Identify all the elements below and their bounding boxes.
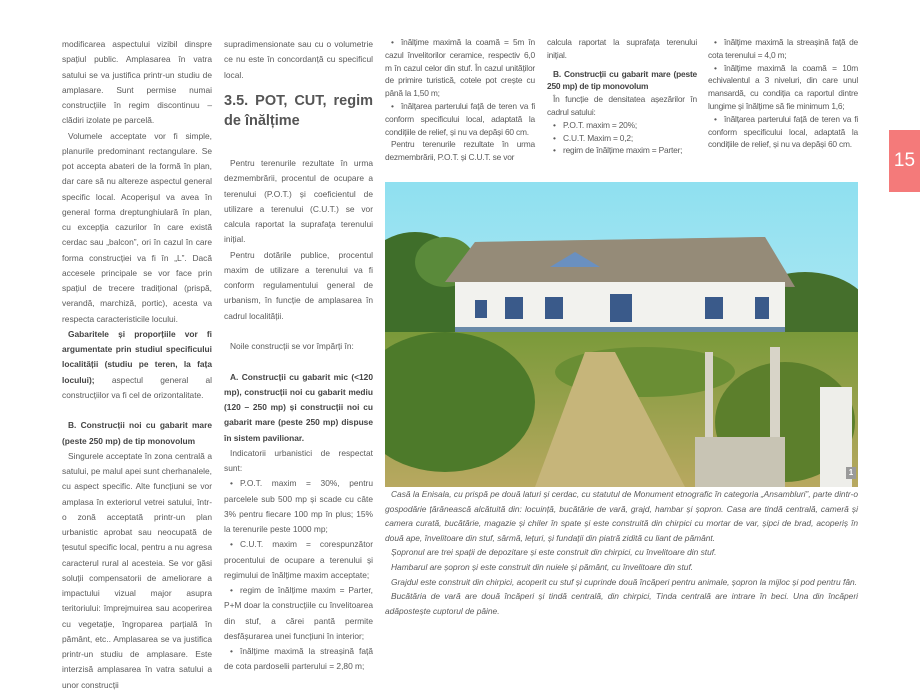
section-title xyxy=(224,91,373,131)
caption-paragraph: Hambarul are șopron și este construit din nuiele și pământ, cu învelitoare din stuf. xyxy=(391,561,694,572)
bullet-item: • înălțime maximă la streașină față de cota terenului = 4,0 m; xyxy=(708,37,858,60)
bullet-item: • C.U.T. maxim = corespunzător procentului de ocupare a terenului și regimului de înălțime maxim acceptate; xyxy=(224,539,373,580)
bold-text: Gabaritele și proporțiile vor fi argumentate prin studiul specificului localității (studiu pe teren, la fața locului); xyxy=(62,328,212,385)
subheading: B. Construcții cu gabarit mare (peste 250 mp) de tip monovolum xyxy=(547,68,697,92)
bullet-text: C.U.T. Maxim = 0,2; xyxy=(563,132,633,143)
caption-paragraph: Grajdul este construit din chirpici, acoperit cu stuf și cuprinde două încăperi pentru animale, șopron la mijloc și pod pentru fân. xyxy=(391,576,857,587)
bullet-text: regim de înălțime maxim = Parter; xyxy=(563,145,683,156)
bullet-item: • C.U.T. Maxim = 0,2; xyxy=(553,132,633,143)
bullet-item: • înălțime maximă la coamă = 5m în cazul învelitorilor ceramice, respectiv 6,0 m în cazul celor din stuf. În cazul unităților de primire turistică, cotele pot crește cu până la 1,50 m; xyxy=(385,37,535,99)
paragraph: Noile construcții se vor împărți în: xyxy=(230,341,354,351)
subheading: A. Construcții cu gabarit mic (<120 mp), construcții noi cu gabarit mediu (120 – 250 mp) și construcții noi cu gabarit mare (peste 250 mp) dispuse în sistem pavilionar. xyxy=(224,371,373,443)
paragraph: supradimensionate sau cu o volumetrie ce nu este în concordanță cu specificul local. xyxy=(224,39,373,80)
bullet-item: • P.O.T. maxim = 20%; xyxy=(553,119,638,130)
house-photo-illustration xyxy=(385,182,858,487)
section-title-line: 3.5. POT, CUT, regim xyxy=(224,92,373,109)
text-column-5 xyxy=(708,36,858,179)
bullet-text: înălțarea parterului față de teren va fi conform specificului local, adaptată la condițiile de relief, și nu va depăși 60 cm. xyxy=(385,100,535,137)
paragraph xyxy=(62,327,212,403)
bullet-text: regim de înălțime maxim = Parter, P+M doar la construcțiile cu învelitoarea din stuf, a cărei pantă permite desfășurarea unei funcțiuni în interior; xyxy=(224,585,373,641)
bullet-item: • înălțarea parterului față de teren va fi conform specificului local, adaptată la condițiile de relief, și nu va depăși 60 cm. xyxy=(385,100,535,137)
bullet-item: • înălțarea parterului față de teren va fi conform specificului local, adaptată la condițiile de relief, și nu va depăși 60 cm. xyxy=(708,113,858,150)
text-column-4 xyxy=(547,36,697,179)
bullet-text: înălțime maximă la coamă = 10m echivalentul a 3 niveluri, din care unul mansardă, cu condiția ca raportul dintre lungime și înălțime să fie minimum 1,6; xyxy=(708,62,858,111)
bullet-text: înălțime maximă la streașină față de cota terenului = 4,0 m; xyxy=(708,37,858,60)
paragraph: calcula raportat la suprafața terenului inițial. xyxy=(547,37,697,60)
paragraph: Pentru dotările publice, procentul maxim de utilizare a terenului va fi conform regulamentului general de urbanism, în funcție de amplasarea în cadrul localității. xyxy=(224,249,373,321)
text-column-1 xyxy=(62,37,212,693)
paragraph: modificarea aspectului vizibil dinspre spațiul public. Amplasarea în vatra satului se va justifica printr-un studiu de amplasare. Sunt permise numai construcțiile în regim discontinuu – clădiri izolate pe parcelă. xyxy=(62,39,212,126)
paragraph: Pentru terenurile rezultate în urma dezmembrării, procentul de ocupare a terenului (P.O.T.) și coeficientul de utilizare a terenului (C.U.T.) se vor calcula raportat la suprafața terenului inițial. xyxy=(224,158,373,245)
bullet-item: • regim de înălțime maxim = Parter, P+M doar la construcțiile cu învelitoarea din stuf, a cărei pantă permite desfășurarea unei funcțiuni în interior; xyxy=(224,585,373,641)
caption-paragraph: Șopronul are trei spații de depozitare și este construit din chirpici, cu învelitoare din stuf. xyxy=(391,547,717,558)
paragraph: Volumele acceptate vor fi simple, planurile predominant rectangulare. Se pot accepta abateri de la formă în plan, dar care să nu altereze aspectul general specific local. Acoperișul va avea în general forma dreptunghiulară în plan, cu excepția cazurilor în care există cerdac sau „balcon”, ori în cazul în care forma construcției va fi în „L”. Dacă accesele principale se vor face prin spațiul de trecere tradițional (prispă, verandă, marchiză, portic), acesta va respecta caracteristicile locului. xyxy=(62,130,212,324)
caption-paragraph: Casă la Enisala, cu prispă pe două laturi și cerdac, cu statutul de Monument etnografic în categoria „Ansambluri”, parte dintr-o gospodărie țărănească alcătuită din: locuință, bucătărie de vară, grajd, hambar și șopron. Casa are tindă centrală, cameră și camera curată, bucătărie, magazie și chiler în spate și este construită din chirpici cu mortar de var, șipci de brad, acoperiș în două ape, învelitoare din stuf, sârmă, lețuri, și fundații din piatră zidită cu liant de pământ. xyxy=(385,489,858,543)
paragraph: Indicatorii urbanistici de respectat sunt: xyxy=(224,447,373,473)
paragraph: Pentru terenurile rezultate în urma dezmembrării, P.O.T. și C.U.T. se vor xyxy=(385,139,535,163)
bullet-text: înălțime maximă la coamă = 5m în cazul învelitorilor ceramice, respectiv 6,0 m în cazul celor din stuf. În cazul unităților de primire turistică, cotele pot crește cu până la 1,50 m; xyxy=(385,37,535,99)
bullet-text: C.U.T. maxim = corespunzător procentului de ocupare a terenului și regimului de înălțime maxim acceptate; xyxy=(224,539,373,580)
paragraph: În funcție de densitatea așezărilor în cadrul satului: xyxy=(547,94,697,117)
photo-number-badge: 1 xyxy=(846,467,856,479)
subheading: B. Construcții noi cu gabarit mare (peste 250 mp) de tip monovolum xyxy=(62,420,212,446)
paragraph: Singurele acceptate în zona centrală a satului, pe malul apei sunt cherhanalele, cu aspect specific. Alte funcțiuni se vor amplasa în exteriorul vetrei satului, într-o zonă acceptată printr-un plan urbanistic aprobat sau neocupată de țesutul specific local, pentru a nu agresa caracterul rural al acesteia. Se vor găsi soluții compensatorii de ameliorare a impactului vizual major asupra teritoriului: împrejmuirea sau acoperirea cu vegetație, îngroparea parțială în pământ, etc.. Amplasarea se va justifica printr-un studiu de amplasare. Este interzisă amplasarea în vatra satului a unor construcții xyxy=(62,450,212,690)
photo-caption xyxy=(385,487,858,618)
bullet-item: • P.O.T. maxim = 30%, pentru parcelele sub 500 mp și scade cu câte 3% pentru fiecare 100 mp în plus; 15% la terenurile peste 1000 mp; xyxy=(224,478,373,534)
caption-paragraph: Bucătăria de vară are două încăperi și tindă centrală, din chirpici, Tinda centrală are intrare în beci. Una din încăperi adăpostește cuptorul de pâine. xyxy=(385,591,858,616)
section-title-line: de înălțime xyxy=(224,112,300,129)
bullet-text: P.O.T. maxim = 30%, pentru parcelele sub 500 mp și scade cu câte 3% pentru fiecare 100 mp în plus; 15% la terenurile peste 1000 mp; xyxy=(224,478,373,534)
text-column-3 xyxy=(385,36,535,179)
text: aspectul general al construcțiilor va fi cel de orizontalitate. xyxy=(62,374,212,400)
house-photo xyxy=(385,182,858,487)
bullet-item: • înălțime maximă la coamă = 10m echivalentul a 3 niveluri, din care unul mansardă, cu condiția ca raportul dintre lungime și înălțime să fie minimum 1,6; xyxy=(708,62,858,111)
bullet-text: înălțime maximă la streașină față de cota pardoselii parterului = 2,80 m; xyxy=(224,646,373,672)
bullet-text: P.O.T. maxim = 20%; xyxy=(563,119,638,130)
bullet-item: • regim de înălțime maxim = Parter; xyxy=(553,145,683,156)
bullet-text: înălțarea parterului față de teren va fi conform specificului local, adaptată la condițiile de relief, și nu va depăși 60 cm. xyxy=(708,113,858,150)
page-number-tab: 15 xyxy=(889,130,920,192)
bullet-item: • înălțime maximă la streașină față de cota pardoselii parterului = 2,80 m; xyxy=(224,646,373,672)
text-column-2 xyxy=(224,37,373,675)
